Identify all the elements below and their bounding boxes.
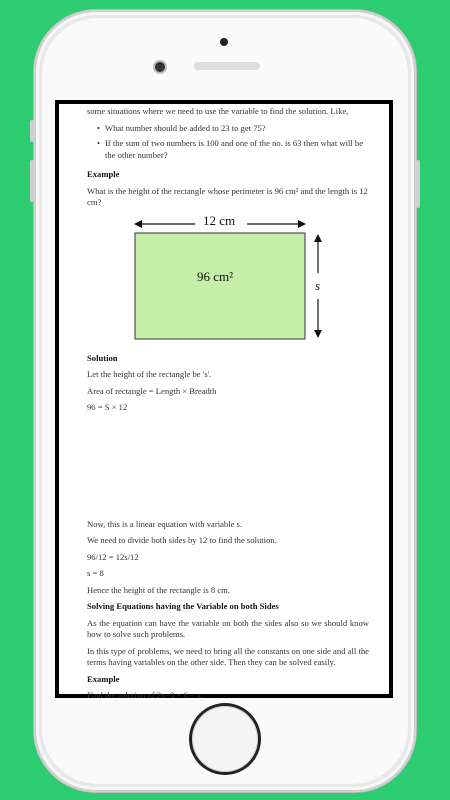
continuation-line: 96/12 = 12s/12 xyxy=(87,551,139,562)
question-list xyxy=(87,123,369,162)
solution-heading: Solution xyxy=(87,352,118,363)
continuation-line: Hence the height of the rectangle is 8 cm. xyxy=(87,584,230,595)
rectangle-figure xyxy=(87,212,369,345)
front-camera xyxy=(155,62,165,72)
document-page[interactable] xyxy=(59,104,389,700)
solution-line: Area of rectangle = Length × Breadth xyxy=(87,385,217,396)
screen xyxy=(55,100,393,698)
front-sensor xyxy=(220,38,228,46)
earpiece xyxy=(194,62,260,70)
list-item: • What number should be added to 23 to get 75? xyxy=(97,123,369,135)
example-question-2: Find the solution of 2x−3 = 6 − x. xyxy=(87,690,204,700)
solution-line: Let the height of the rectangle be 's'. xyxy=(87,369,212,379)
list-item: • If the sum of two numbers is 100 and one of the no. is 63 then what will be the other number? xyxy=(97,138,369,161)
volume-down-button xyxy=(30,160,34,202)
section-paragraph: In this type of problems, we need to bring all the constants on one side and all the terms having variables on the other side. Then they can be solved easily. xyxy=(87,645,369,667)
section-paragraph: As the equation can have the variable on both the sides also so we should know how to solve such problems. xyxy=(87,617,369,639)
rectangle-shape xyxy=(135,233,305,339)
continuation-line: Now, this is a linear equation with variable s. xyxy=(87,518,243,529)
example-heading-2: Example xyxy=(87,673,120,684)
example-heading: Example xyxy=(87,169,120,179)
document-content xyxy=(87,106,369,707)
section-heading: Solving Equations having the Variable on both Sides xyxy=(87,601,279,611)
continuation-line: We need to divide both sides by 12 to find the solution. xyxy=(87,535,277,545)
solution-line: 96 = S × 12 xyxy=(87,402,128,412)
volume-up-button xyxy=(30,120,34,142)
power-button xyxy=(416,160,420,208)
home-button[interactable] xyxy=(192,706,258,772)
intro-text: some situations where we need to use the variable to find the solution. Like, xyxy=(87,106,349,116)
width-label: 12 cm xyxy=(203,212,236,228)
example-question: What is the height of the rectangle whose perimeter is 96 cm² and the length is 12 cm? xyxy=(87,185,368,207)
height-label: s xyxy=(315,277,321,293)
area-label: 96 cm² xyxy=(197,268,234,284)
blank-space xyxy=(87,419,369,519)
continuation-line: s = 8 xyxy=(87,568,104,578)
